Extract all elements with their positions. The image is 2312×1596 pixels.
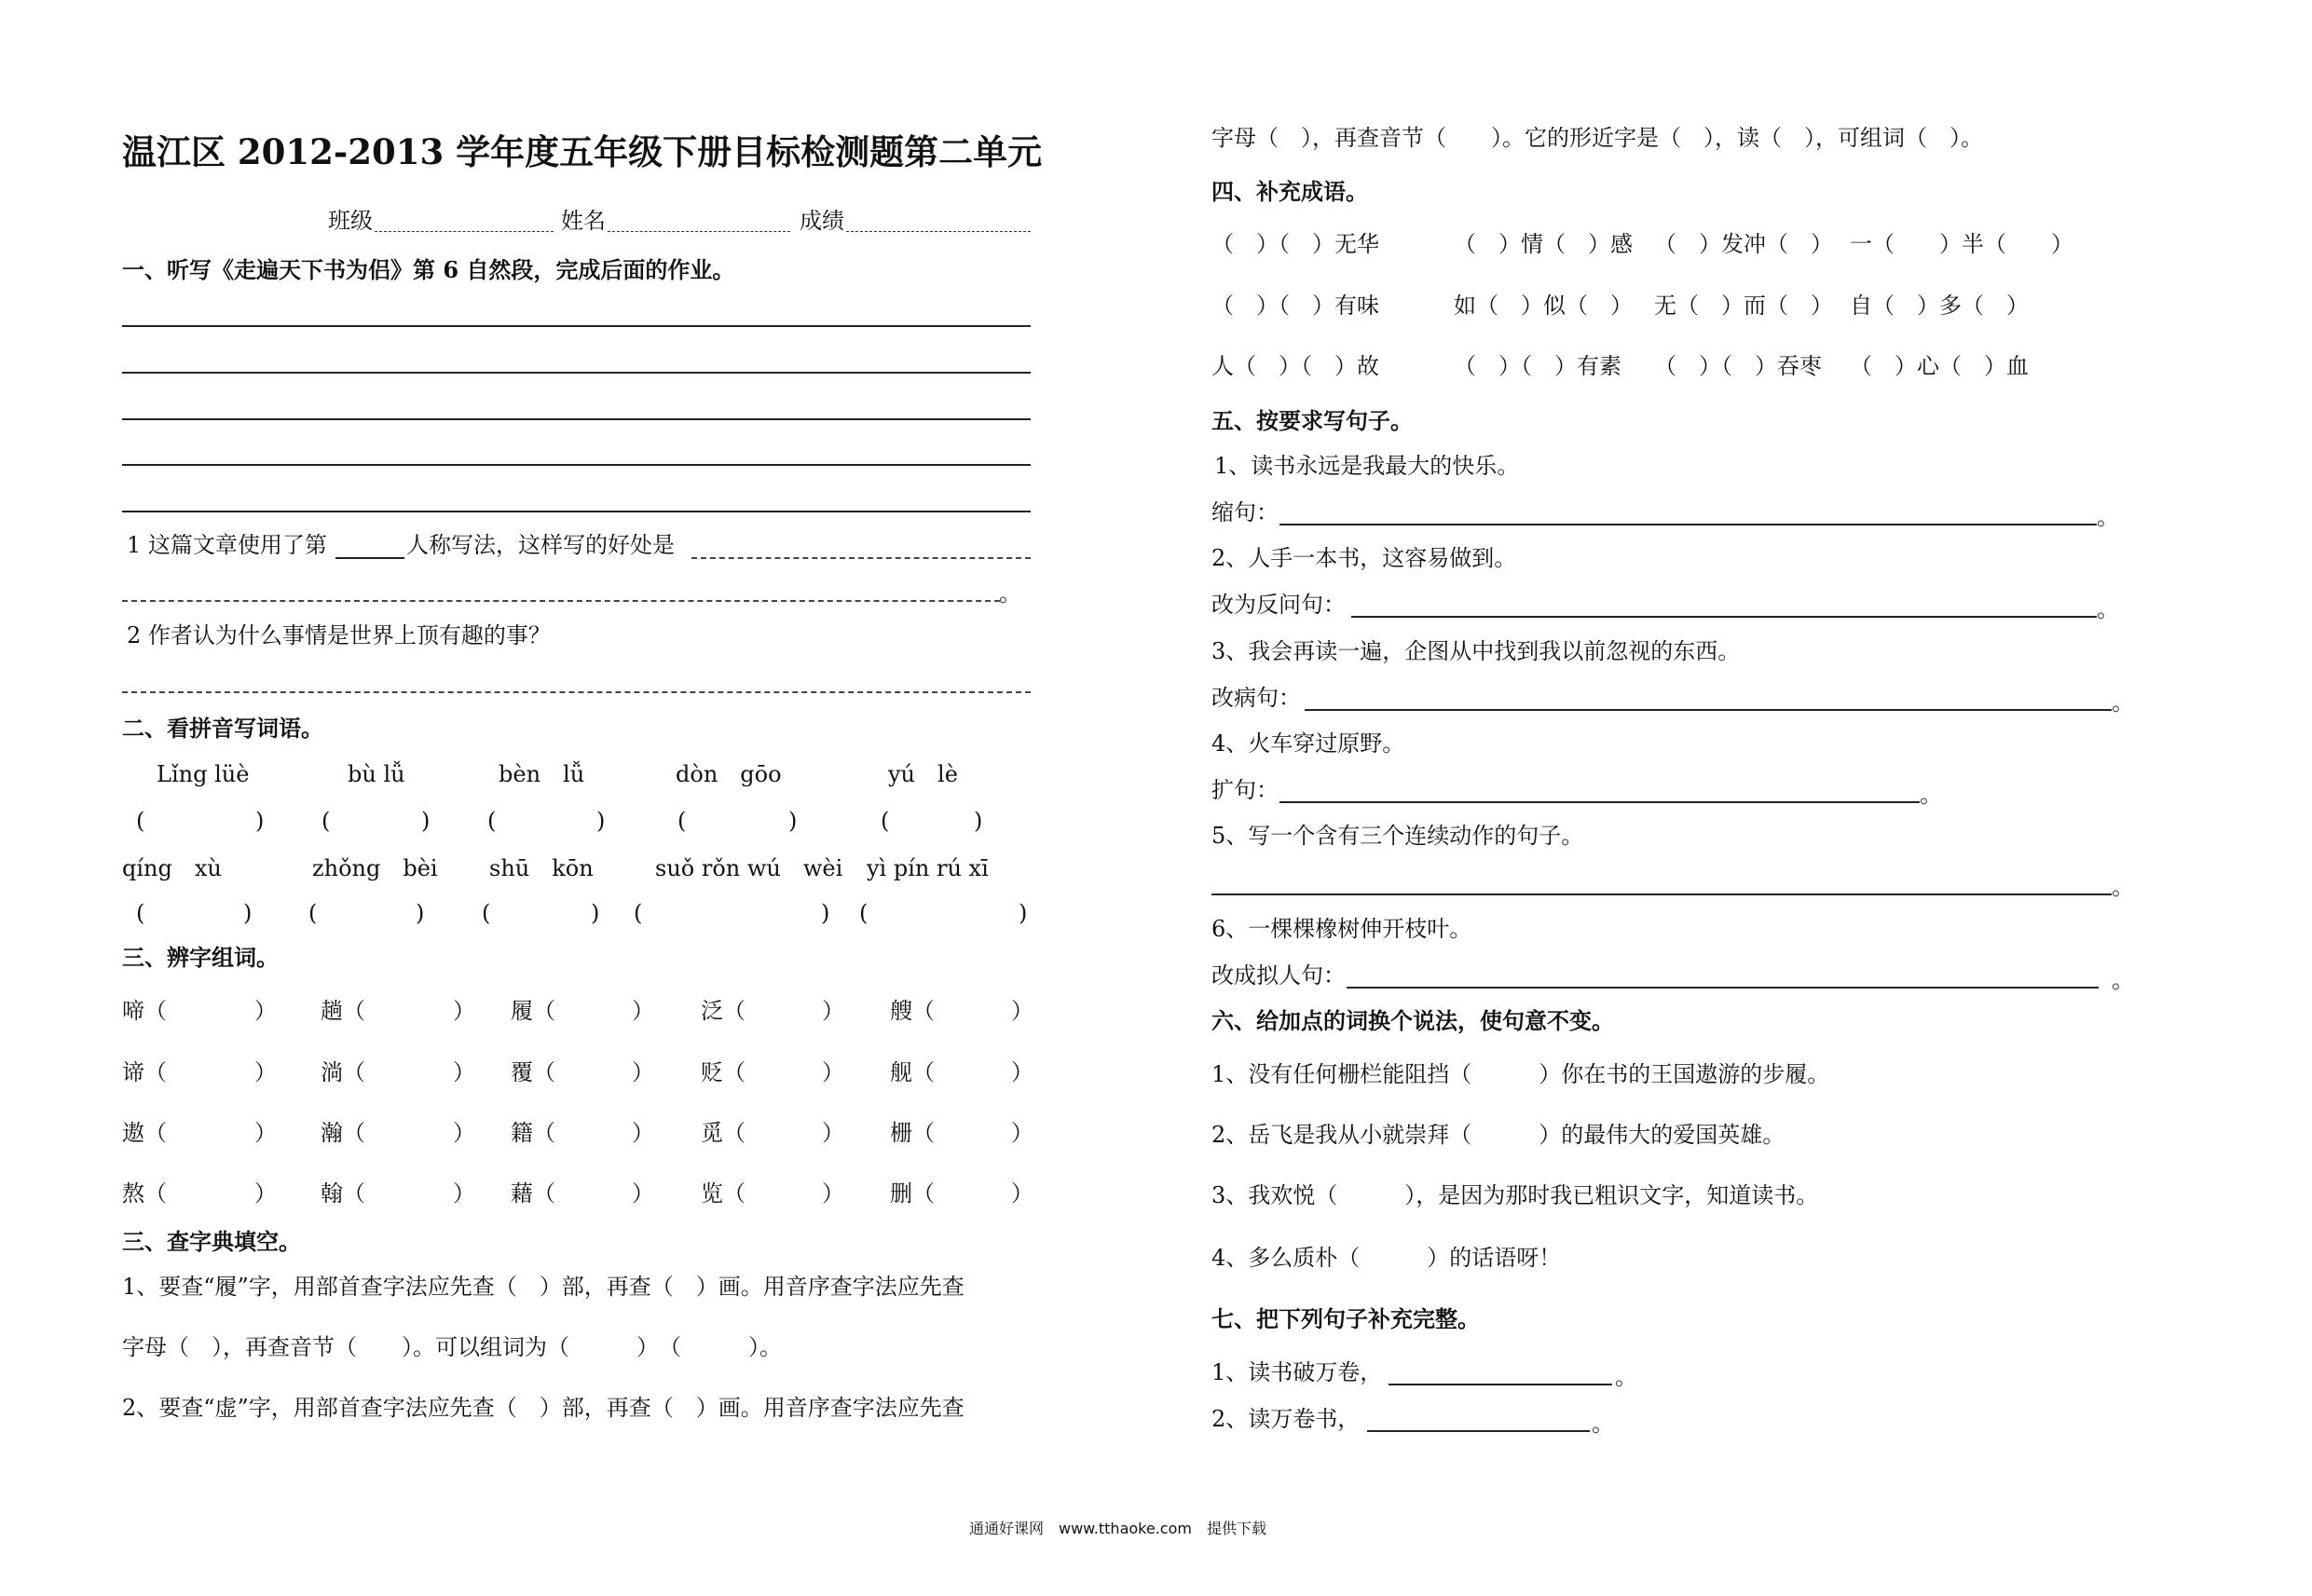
pinyin: zhǒng bèi bbox=[312, 855, 438, 881]
s5-a1-label: 缩句： bbox=[1211, 499, 1279, 525]
answer-paren[interactable]: ) bbox=[821, 900, 830, 926]
s5-a4-blank[interactable] bbox=[1279, 801, 1920, 803]
q1-answer-blank-1[interactable] bbox=[691, 557, 1031, 559]
q1-text-b: 人称写法，这样写的好处是 bbox=[406, 532, 675, 558]
grid-char: 熬 bbox=[122, 1180, 144, 1207]
q1-text-a: 1 这篇文章使用了第 bbox=[127, 532, 327, 558]
answer-paren[interactable]: （ bbox=[144, 998, 167, 1024]
answer-paren[interactable]: （ bbox=[533, 998, 555, 1024]
answer-paren[interactable]: ) bbox=[421, 808, 431, 834]
dict-line: 1、要查“履”字，用部首查字法应先查（ ）部，再查（ ）画。用音序查字法应先查 bbox=[122, 1274, 964, 1300]
section6-heading: 六、给加点的词换个说法，使句意不变。 bbox=[1211, 1007, 1614, 1034]
idiom-item[interactable]: （ ）（ ）有素 bbox=[1454, 353, 1621, 379]
idiom-item[interactable]: （ ）（ ）吞枣 bbox=[1654, 353, 1822, 379]
answer-paren[interactable]: ） bbox=[632, 1180, 654, 1207]
dict-line: 字母（ ），再查音节（ ）。可以组词为（ ） （ ）。 bbox=[122, 1334, 782, 1360]
dict-line: 字母（ ），再查音节（ ）。它的形近字是（ ），读（ ），可组词（ ）。 bbox=[1211, 125, 1983, 151]
s5-q5: 5、写一个含有三个连续动作的句子。 bbox=[1211, 823, 1584, 849]
grid-char: 泛 bbox=[701, 998, 723, 1024]
pinyin: bù lǚ bbox=[348, 761, 405, 787]
answer-paren[interactable]: ） bbox=[1011, 1180, 1033, 1207]
answer-paren[interactable]: （ bbox=[343, 998, 365, 1024]
grid-char: 覆 bbox=[511, 1059, 533, 1085]
answer-paren[interactable]: ( bbox=[487, 808, 497, 834]
answer-paren[interactable]: ） bbox=[632, 998, 654, 1024]
grid-char: 翰 bbox=[321, 1180, 343, 1207]
name-blank[interactable] bbox=[608, 231, 790, 232]
idiom-item[interactable]: （ ）发冲（ ） bbox=[1654, 231, 1833, 257]
s7-line-1: 1、读书破万卷， bbox=[1211, 1359, 1383, 1385]
grid-char: 淌 bbox=[321, 1059, 343, 1085]
answer-paren[interactable]: （ bbox=[912, 1180, 935, 1207]
answer-paren[interactable]: （ bbox=[912, 1120, 935, 1146]
idiom-item[interactable]: 如（ ）似（ ） bbox=[1454, 293, 1633, 319]
class-blank[interactable] bbox=[375, 231, 554, 232]
class-label: 班级 bbox=[328, 208, 373, 234]
q1-end-mark: 。 bbox=[999, 580, 1021, 607]
pinyin: bèn lǚ bbox=[499, 761, 585, 787]
pinyin: Lǐng lüè bbox=[157, 761, 250, 787]
dictation-line-3[interactable] bbox=[122, 418, 1031, 420]
pinyin: suǒ rǒn wú wèi bbox=[655, 855, 843, 881]
answer-paren[interactable]: ） bbox=[822, 1120, 844, 1146]
grid-char: 啼 bbox=[122, 998, 144, 1024]
answer-paren[interactable]: ( bbox=[321, 808, 331, 834]
s5-a1-blank[interactable] bbox=[1279, 524, 2097, 525]
s5-a6-label: 改成拟人句： bbox=[1211, 962, 1346, 989]
grid-char: 舰 bbox=[890, 1059, 912, 1085]
section2-heading: 二、看拼音写词语。 bbox=[122, 715, 323, 742]
s5-a6-blank[interactable] bbox=[1347, 987, 2099, 989]
q1-answer-blank-2[interactable] bbox=[122, 600, 1000, 602]
answer-paren[interactable]: （ bbox=[723, 1180, 746, 1207]
idiom-item[interactable]: （ ）（ ）无华 bbox=[1211, 231, 1379, 257]
answer-paren[interactable]: （ bbox=[343, 1120, 365, 1146]
answer-paren[interactable]: ( bbox=[136, 900, 145, 926]
section4-heading: 四、补充成语。 bbox=[1211, 178, 1368, 205]
answer-paren[interactable]: （ bbox=[723, 998, 746, 1024]
answer-paren[interactable]: ） bbox=[254, 1059, 277, 1085]
grid-char: 遨 bbox=[122, 1120, 144, 1146]
idiom-item[interactable]: 一（ ）半（ ） bbox=[1850, 231, 2073, 257]
dictation-line-5[interactable] bbox=[122, 511, 1031, 512]
grid-char: 趟 bbox=[321, 998, 343, 1024]
answer-paren[interactable]: ） bbox=[1011, 1120, 1033, 1146]
end-mark: 。 bbox=[1920, 782, 1942, 808]
answer-paren[interactable]: ) bbox=[974, 808, 983, 834]
answer-paren[interactable]: ） bbox=[254, 1180, 277, 1207]
answer-paren[interactable]: ） bbox=[822, 1180, 844, 1207]
dictation-line-1[interactable] bbox=[122, 325, 1031, 327]
grid-char: 贬 bbox=[701, 1059, 723, 1085]
end-mark: 。 bbox=[2097, 504, 2119, 530]
s6-line: 4、多么质朴（ ）的话语呀！ bbox=[1211, 1245, 1562, 1271]
grid-char: 籍 bbox=[511, 1120, 533, 1146]
s5-a5-blank[interactable] bbox=[1211, 893, 2112, 895]
s6-line: 3、我欢悦（ ），是因为那时我已粗识文字，知道读书。 bbox=[1211, 1182, 1819, 1208]
s5-q2: 2、人手一本书，这容易做到。 bbox=[1211, 545, 1517, 571]
idiom-item[interactable]: 无（ ）而（ ） bbox=[1654, 293, 1833, 319]
idiom-item[interactable]: 人（ ）（ ）故 bbox=[1211, 353, 1379, 379]
answer-paren[interactable]: ( bbox=[881, 808, 890, 834]
s5-q1: 1、读书永远是我最大的快乐。 bbox=[1214, 453, 1520, 479]
answer-paren[interactable]: （ bbox=[144, 1059, 167, 1085]
answer-paren[interactable]: ( bbox=[859, 900, 869, 926]
pinyin: yú lè bbox=[888, 761, 958, 787]
answer-paren[interactable]: ( bbox=[634, 900, 643, 926]
dictation-line-4[interactable] bbox=[122, 464, 1031, 466]
idiom-item[interactable]: （ ）心（ ）血 bbox=[1850, 353, 2029, 379]
section7-heading: 七、把下列句子补充完整。 bbox=[1211, 1305, 1480, 1332]
section1-heading: 一、听写《走遍天下书为侣》第 6 自然段，完成后面的作业。 bbox=[122, 256, 735, 283]
score-label: 成绩 bbox=[800, 208, 844, 234]
grid-char: 履 bbox=[511, 998, 533, 1024]
idiom-item[interactable]: （ ）（ ）有味 bbox=[1211, 293, 1379, 319]
answer-paren[interactable]: ) bbox=[255, 808, 265, 834]
name-label: 姓名 bbox=[561, 208, 606, 234]
answer-paren[interactable]: ( bbox=[677, 808, 687, 834]
answer-paren[interactable]: （ bbox=[343, 1059, 365, 1085]
idiom-item[interactable]: （ ）情（ ）感 bbox=[1454, 231, 1633, 257]
answer-paren[interactable]: ) bbox=[416, 900, 425, 926]
answer-paren[interactable]: （ bbox=[144, 1180, 167, 1207]
s5-q4: 4、火车穿过原野。 bbox=[1211, 730, 1405, 757]
grid-char: 删 bbox=[890, 1180, 912, 1207]
idiom-item[interactable]: 自（ ）多（ ） bbox=[1850, 293, 2029, 319]
score-blank[interactable] bbox=[846, 231, 1031, 232]
grid-char: 谛 bbox=[122, 1059, 144, 1085]
answer-paren[interactable]: ） bbox=[453, 1059, 475, 1085]
s5-a3-blank[interactable] bbox=[1305, 709, 2112, 711]
end-mark: 。 bbox=[2112, 967, 2134, 993]
answer-paren[interactable]: ) bbox=[243, 900, 253, 926]
s5-a4-label: 扩句： bbox=[1211, 777, 1279, 803]
answer-paren[interactable]: （ bbox=[533, 1180, 555, 1207]
section3a-heading: 三、辨字组词。 bbox=[122, 944, 279, 971]
s5-a2-blank[interactable] bbox=[1351, 616, 2097, 618]
pinyin: shū kōn bbox=[489, 855, 594, 881]
grid-char: 艘 bbox=[890, 998, 912, 1024]
s5-a3-label: 改病句： bbox=[1211, 685, 1301, 711]
answer-paren[interactable]: ） bbox=[254, 1120, 277, 1146]
answer-paren[interactable]: ） bbox=[453, 1120, 475, 1146]
answer-paren[interactable]: （ bbox=[912, 1059, 935, 1085]
end-mark: 。 bbox=[2112, 874, 2134, 900]
s5-q6: 6、一棵棵橡树伸开枝叶。 bbox=[1211, 916, 1472, 942]
grid-char: 觅 bbox=[701, 1120, 723, 1146]
answer-paren[interactable]: ） bbox=[822, 998, 844, 1024]
answer-paren[interactable]: ） bbox=[632, 1120, 654, 1146]
end-mark: 。 bbox=[1615, 1364, 1637, 1390]
q2-answer-blank[interactable] bbox=[122, 691, 1031, 693]
s7-blank-1[interactable] bbox=[1389, 1384, 1612, 1385]
grid-char: 瀚 bbox=[321, 1120, 343, 1146]
answer-paren[interactable]: ） bbox=[632, 1059, 654, 1085]
answer-paren[interactable]: ） bbox=[1011, 998, 1033, 1024]
grid-char: 览 bbox=[701, 1180, 723, 1207]
answer-paren[interactable]: ） bbox=[453, 1180, 475, 1207]
grid-char: 栅 bbox=[890, 1120, 912, 1146]
answer-paren[interactable]: （ bbox=[144, 1120, 167, 1146]
answer-paren[interactable]: ) bbox=[1019, 900, 1028, 926]
answer-paren[interactable]: ( bbox=[308, 900, 318, 926]
s6-line: 1、没有任何栅栏能阻挡（ ）你在书的王国遨游的步履。 bbox=[1211, 1061, 1830, 1087]
page-footer: 通通好课网 www.tthaoke.com 提供下载 bbox=[969, 1520, 1266, 1537]
answer-paren[interactable]: ） bbox=[1011, 1059, 1033, 1085]
pinyin: qíng xù bbox=[122, 855, 222, 881]
answer-paren[interactable]: ) bbox=[596, 808, 606, 834]
s5-a2-label: 改为反问句： bbox=[1211, 592, 1346, 618]
section3b-heading: 三、查字典填空。 bbox=[122, 1228, 301, 1255]
answer-paren[interactable]: （ bbox=[723, 1059, 746, 1085]
answer-paren[interactable]: ) bbox=[788, 808, 798, 834]
dict-line: 2、要查“虚”字，用部首查字法应先查（ ）部，再查（ ）画。用音序查字法应先查 bbox=[122, 1395, 964, 1421]
answer-paren[interactable]: （ bbox=[533, 1059, 555, 1085]
dictation-line-2[interactable] bbox=[122, 372, 1031, 374]
section5-heading: 五、按要求写句子。 bbox=[1211, 407, 1413, 434]
grid-char: 藉 bbox=[511, 1180, 533, 1207]
s5-q3: 3、我会再读一遍，企图从中找到我以前忽视的东西。 bbox=[1211, 638, 1741, 664]
s7-line-2: 2、读万卷书， bbox=[1211, 1406, 1361, 1432]
answer-paren[interactable]: （ bbox=[343, 1180, 365, 1207]
answer-paren[interactable]: ( bbox=[482, 900, 491, 926]
answer-paren[interactable]: ) bbox=[591, 900, 600, 926]
answer-paren[interactable]: ） bbox=[254, 998, 277, 1024]
end-mark: 。 bbox=[2097, 596, 2119, 622]
s6-line: 2、岳飞是我从小就崇拜（ ）的最伟大的爱国英雄。 bbox=[1211, 1122, 1785, 1148]
end-mark: 。 bbox=[2112, 689, 2134, 716]
answer-paren[interactable]: ( bbox=[136, 808, 145, 834]
pinyin: yì pín rú xī bbox=[867, 855, 989, 881]
answer-paren[interactable]: （ bbox=[723, 1120, 746, 1146]
pinyin: dòn gōo bbox=[676, 761, 782, 787]
answer-paren[interactable]: ） bbox=[822, 1059, 844, 1085]
answer-paren[interactable]: ） bbox=[453, 998, 475, 1024]
s7-blank-2[interactable] bbox=[1367, 1430, 1590, 1432]
q1-person-blank[interactable] bbox=[335, 557, 404, 559]
page-title: 温江区 2012-2013 学年度五年级下册目标检测题第二单元 bbox=[122, 131, 1043, 172]
q2-text: 2 作者认为什么事情是世界上顶有趣的事？ bbox=[127, 622, 551, 648]
answer-paren[interactable]: （ bbox=[533, 1120, 555, 1146]
end-mark: 。 bbox=[1592, 1411, 1614, 1437]
answer-paren[interactable]: （ bbox=[912, 998, 935, 1024]
